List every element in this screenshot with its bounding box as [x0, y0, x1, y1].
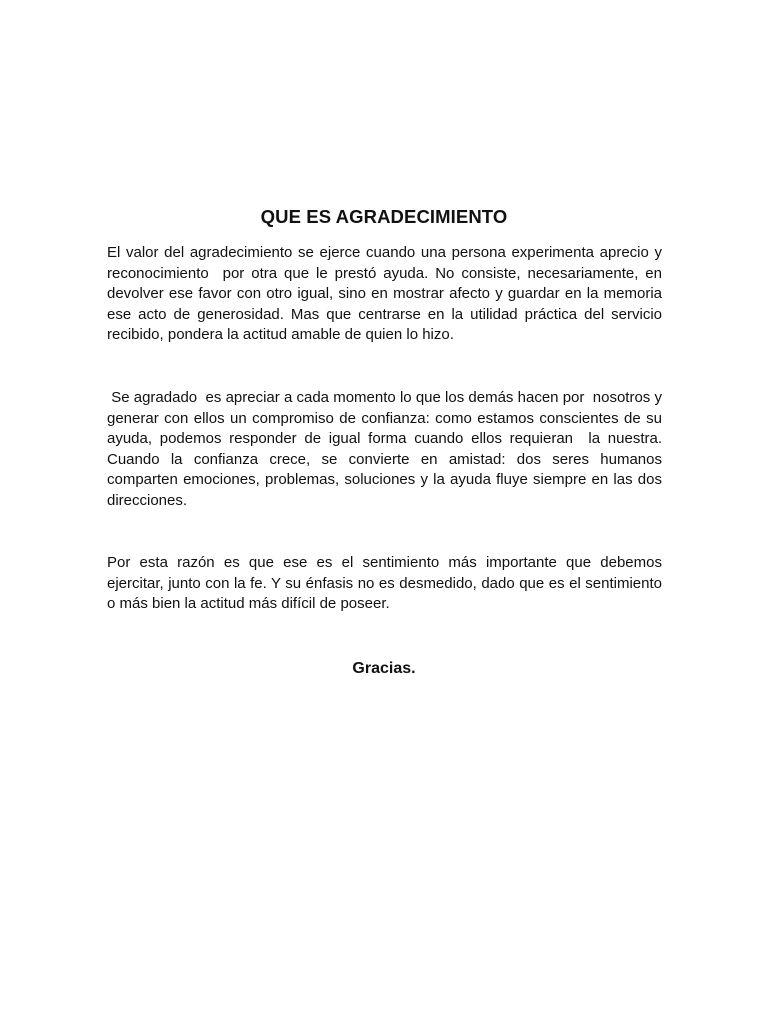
closing-text: Gracias. [352, 660, 416, 677]
paragraph-3: Por esta razón es que ese es el sentimiento más importante que debemos ejercitar, junto con la fe. Y su énfasis no es desmedido, dado que es el sentimiento o más bien la actitud más difícil de poseer. [107, 554, 667, 612]
paragraph-2: Se agradado es apreciar a cada momento lo que los demás hacen por nosotros y generar con ellos un compromiso de confianza: como estamos conscientes de su ayuda, podemos responder de igual forma cuando ellos requieran la nuestra. Cuando la confianza crece, se convierte en amistad: dos seres humanos comparten emociones, problemas, soluciones y la ayuda fluye siempre en las dos direcciones. [107, 389, 667, 509]
document-title: QUE ES AGRADECIMIENTO [260, 206, 508, 227]
paragraph-1: El valor del agradecimiento se ejerce cuando una persona experimenta aprecio y reconocimiento por otra que le prestó ayuda. No consiste, necesariamente, en devolver ese favor con otro igual, sino en mostrar afecto y guardar en la memoria ese acto de generosidad. Mas que centrarse en la utilidad práctica del servicio recibido, pondera la actitud amable de quien lo hizo. [107, 244, 667, 343]
